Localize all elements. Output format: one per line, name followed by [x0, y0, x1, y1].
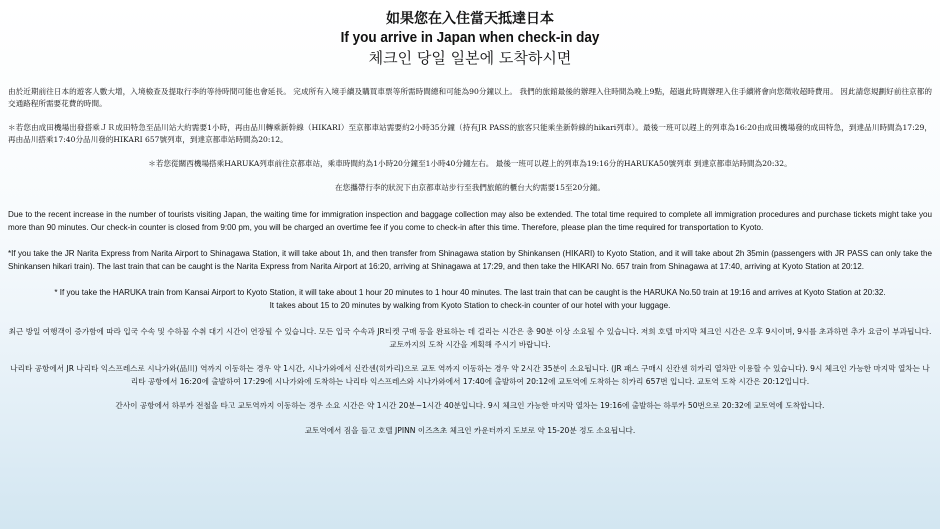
zh-paragraph-kansai: ＊若您從關西機場搭乘HARUKA列車前往京都車站，乘車時間約為1小時20分鐘至1小時40分鐘左右。 最後一班可以趕上的列車為19:16分的HARUKA50號列車 到達京都車站時間為20:32。	[148, 159, 792, 168]
en-paragraph-intro: Due to the recent increase in the number of tourists visiting Japan, the waiting time for immigration inspection and baggage collection may also be extended. The total time required to complete all immigration procedures and purchase tickets might take you more than 90 minutes. Our check-in counter is closed from 9:00 pm, you will be charged an overtime fee if you come to check-in after this time. Therefore, please plan the time required for transportation to Kyoto.	[8, 210, 932, 232]
ko-paragraph-narita: 나리타 공항에서 JR 나리타 익스프레스로 시나가와(品川) 역까지 이동하는 경우 약 1시간, 시나가와에서 신칸센(히카리)으로 교토 역까지 이동하는 경우 약 2시간 35분이 소요됩니다. (JR 패스 구매시 신칸센 히카리 열차만 이용할 수 있습니다). 9시 체크인 가능한 마지막 열차는 나리타 공항에서 16:20에 출발하여 17:29에 시나가와에 도착하는 나리타 익스프레스와 시나가와에서 17:40에 출발하여 20:12에 교토역에 도착하는 히카리 657번 입니다. 교토역 도착 시간은 20:12입니다.	[10, 364, 930, 386]
en-paragraph-narita: *If you take the JR Narita Express from Narita Airport to Shinagawa Station, it will take about 1h, and then transfer from Shinagawa station by Shinkansen (HIKARI) to Kyoto Station, and it will take about 2h 35min (passengers with JR PASS can only take the Shinkansen hikari train). The last train that can be caught is the Narita Express from Narita Airport at 16:20, arriving at Shinagawa at 17:29, and then take the HIKARI No. 657 train from Shinagawa at 17:40, arriving at Kyoto Station at 20:12.	[8, 249, 932, 271]
ko-paragraph-walk: 교토역에서 짐을 들고 호텔 JPINN 이즈츠초 체크인 카운터까지 도보로 약 15-20분 정도 소요됩니다.	[304, 425, 636, 435]
ko-paragraph-kansai: 간사이 공항에서 하루카 전철을 타고 교토역까지 이동하는 경우 소요 시간은 약 1시간 20분~1시간 40분입니다. 9시 체크인 가능한 마지막 열차는 19:16에 출발하는 하루카 50번으로 20:32에 교토역에 도착합니다.	[115, 401, 825, 410]
title-korean: 체크인 당일 일본에 도착하시면	[368, 49, 572, 67]
zh-paragraph-walk: 在您攜帶行李的狀況下由京都車站步行至我們旅館的櫃台大約需要15至20分鐘。	[335, 183, 605, 192]
title-english: If you arrive in Japan when check-in day	[340, 29, 600, 46]
en-paragraph-walk: It takes about 15 to 20 minutes by walking from Kyoto Station to check-in counter of our hotel with your luggage.	[269, 301, 671, 310]
title-chinese: 如果您在入住當天抵達日本	[386, 11, 554, 27]
ko-paragraph-intro: 최근 방일 여행객이 증가함에 따라 입국 수속 및 수하물 수취 대기 시간이 연장될 수 있습니다. 모든 입국 수속과 JR티켓 구매 등을 완료하는 데 걸리는 시간은 총 90분 이상 소요될 수 있습니다. 저희 호텔 마지막 체크인 시간은 오후 9시이며, 9시를 초과하면 추가 요금이 부과됩니다. 교토까지의 도착 시간을 계획해 주시기 바랍니다.	[8, 327, 932, 349]
zh-paragraph-narita: ＊若您由成田機場出發搭乘ＪＲ成田特急至品川站大約需要1小時，再由品川轉乘新幹線（HIKARI）至京都車站需要約2小時35分鐘（持有JR PASS的旅客只能乘坐新幹線的hikari列車）。最後一班可以趕上的列車為16:20由成田機場發的成田特急，到達品川時間為17:29，再由品川搭乘17:40分品川發的HIKARI 657號列車，到達京都車站時間為20:12。	[8, 123, 932, 144]
en-paragraph-kansai: * If you take the HARUKA train from Kansai Airport to Kyoto Station, it will take about 1 hour 20 minutes to 1 hour 40 minutes. The last train that can be caught is the HARUKA No.50 train at 19:16 and arrives at Kyoto Station at 20:32.	[54, 288, 886, 297]
zh-paragraph-intro: 由於近期前往日本的遊客人數大增，入境檢查及提取行李的等待時間可能也會延長。 完成所有入境手續及購買車票等所需時間總和可能為90分鐘以上。 我們的旅館最後的辦理入住時間為晚上9點，超過此時間辦理入住手續將會向您徵收超時費用。 因此請您規劃好前往京都的交通路程所需要花費的時間。	[8, 87, 932, 108]
